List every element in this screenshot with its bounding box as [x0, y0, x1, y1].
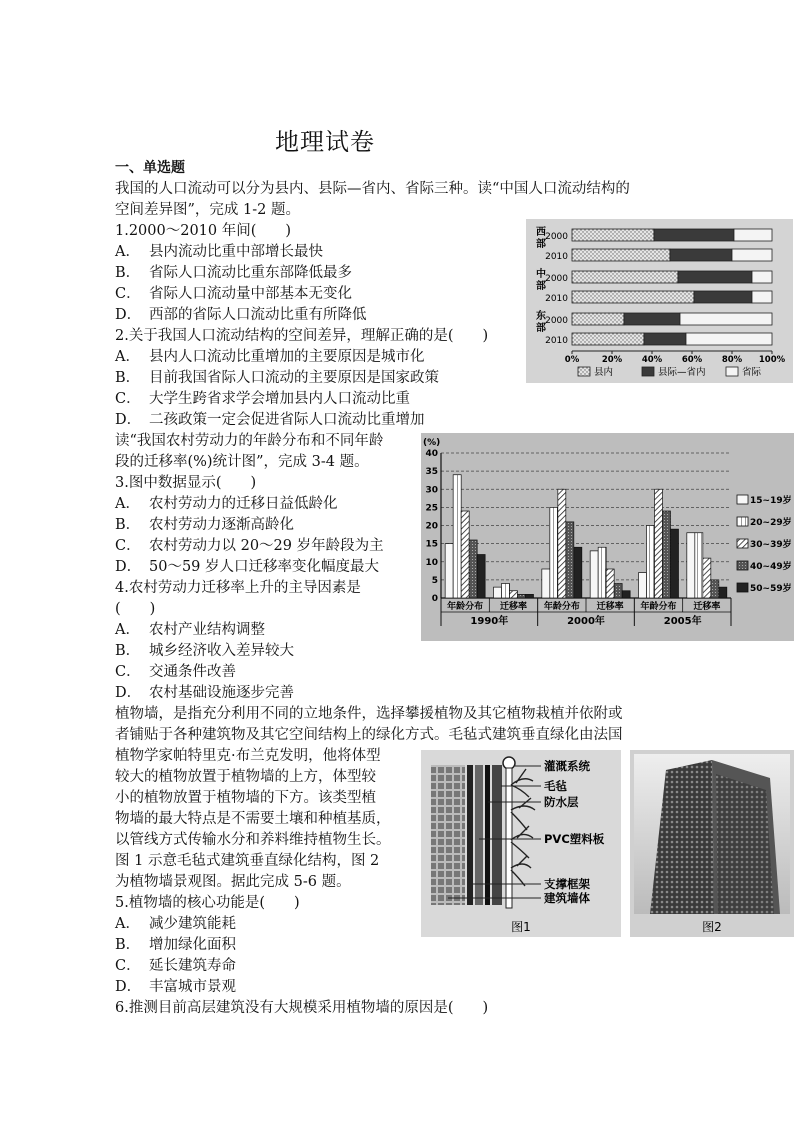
irrigation-pipe: [503, 757, 515, 769]
option-c: C． 农村劳动力以 20～29 岁年龄段为主: [115, 538, 384, 554]
chart1-bar-segment: [644, 333, 686, 345]
chart1-tick-label: 80%: [721, 355, 743, 365]
chart2-legend-label: 30~39岁: [750, 540, 792, 550]
option-d: D． 二孩政策一定会促进省际人口流动比重增加: [115, 412, 425, 428]
chart1-legend-swatch: [578, 367, 590, 376]
option-a: A． 农村劳动力的迁移日益低龄化: [115, 496, 338, 512]
chart2-y-unit: (%): [423, 438, 441, 448]
wall-structure-diagram: [421, 750, 621, 937]
page-title: 地理试卷: [275, 128, 375, 156]
option-b: B． 省际人口流动比重东部降低最多: [115, 265, 352, 281]
intro-line: 空间差异图”，完成 1-2 题。: [115, 202, 300, 218]
chart1-tick-label: 40%: [641, 355, 663, 365]
chart2-subgroup-label: 迁移率: [596, 602, 624, 612]
chart2-subgroup-label: 年龄分布: [543, 602, 580, 612]
chart1-year-label: 2010: [545, 294, 568, 304]
chart1-bar-segment: [654, 229, 734, 241]
chart2-bar: [687, 533, 695, 598]
chart2-bar: [622, 591, 630, 598]
chart1-tick-label: 60%: [681, 355, 703, 365]
option-c: C． 延长建筑寿命: [115, 958, 236, 974]
figure-caption: 图1: [511, 920, 531, 934]
chart2-bar: [598, 547, 606, 598]
figure-caption: 图2: [702, 920, 722, 934]
chart1-bar-segment: [624, 313, 680, 325]
chart1-tick-label: 100%: [758, 355, 786, 365]
question-stem: 5.植物墙的核心功能是( ): [115, 895, 300, 911]
chart2-year-label: 2000年: [567, 616, 605, 627]
chart1-bar-segment: [572, 271, 678, 283]
option-c: C． 省际人口流动量中部基本无变化: [115, 286, 352, 302]
intro-line: 以管线方式传输水分和养料维持植物生长。: [115, 832, 391, 848]
figure1-label: 毛毡: [544, 779, 567, 793]
option-a: A． 县内流动比重中部增长最快: [115, 244, 323, 260]
chart1-group-label: 东: [536, 311, 546, 322]
chart1-legend-swatch: [726, 367, 738, 376]
chart2-bar: [703, 558, 711, 598]
chart1-legend-label: 县际—省内: [658, 367, 706, 378]
intro-line: 读“我国农村劳动力的年龄分布和不同年龄: [115, 433, 384, 449]
chart1-bar-segment: [572, 291, 694, 303]
chart2-bar: [558, 489, 566, 598]
chart2-legend-swatch: [737, 561, 748, 570]
chart1-bar-segment: [734, 229, 772, 241]
chart1-bar-segment: [752, 271, 772, 283]
chart1-bar-segment: [686, 333, 772, 345]
chart2-bar: [711, 580, 719, 598]
intro-line: 小的植物放置于植物墙的下方。该类型植: [115, 790, 376, 806]
chart2-subgroup-label: 年龄分布: [447, 602, 484, 612]
chart1-legend-label: 省际: [742, 367, 762, 378]
chart2-bar: [550, 507, 558, 598]
figure1-label: 防水层: [544, 795, 579, 809]
chart2-bar: [663, 511, 671, 598]
chart1-bar-segment: [678, 271, 752, 283]
chart1-group-label: 部: [536, 239, 546, 250]
intro-line: 植物学家帕特里克·布兰克发明，他将体型: [115, 748, 381, 764]
figure1-label: PVC塑料板: [544, 832, 605, 846]
chart1-tick-label: 0%: [564, 355, 580, 365]
chart2-bar: [494, 587, 502, 598]
population-flow-chart: [526, 219, 793, 383]
question-stem: 2.关于我国人口流动结构的空间差异，理解正确的是( ): [115, 328, 489, 344]
chart1-group-label: 西: [536, 227, 546, 238]
chart2-bar: [518, 594, 526, 598]
intro-line: 为植物墙景观图。据此完成 5-6 题。: [115, 874, 351, 890]
chart1-year-label: 2000: [545, 232, 568, 242]
chart2-bar: [647, 526, 655, 599]
intro-line: 我国的人口流动可以分为县内、县际—省内、省际三种。读“中国人口流动结构的: [115, 181, 630, 197]
chart1-bar-segment: [670, 249, 732, 261]
chart2-legend-label: 20~29岁: [750, 518, 792, 528]
chart2-tick-label: 15: [425, 539, 438, 550]
chart2-tick-label: 30: [425, 485, 438, 496]
chart1-legend-swatch: [642, 367, 654, 376]
chart1-bar-segment: [752, 291, 772, 303]
chart2-tick-label: 35: [425, 467, 438, 478]
chart2-bar: [526, 594, 534, 598]
option-b: B． 农村劳动力逐渐高龄化: [115, 517, 294, 533]
chart2-bar: [574, 547, 582, 598]
chart2-bar: [542, 569, 550, 598]
chart2-bar: [453, 475, 461, 598]
option-b: B． 目前我国省际人口流动的主要原因是国家政策: [115, 370, 439, 386]
chart2-legend-label: 15~19岁: [750, 496, 792, 506]
chart1-bar-segment: [572, 249, 670, 261]
figure1-label: 支撑框架: [544, 877, 590, 891]
irrigation-column: [506, 768, 512, 908]
option-d: D． 50～59 岁人口迁移率变化幅度最大: [115, 559, 380, 575]
chart2-bar: [469, 540, 477, 598]
chart2-year-label: 1990年: [470, 616, 509, 627]
option-b: B． 城乡经济收入差异较大: [115, 643, 294, 659]
chart2-bar: [590, 551, 598, 598]
chart2-bar: [639, 573, 647, 598]
chart2-legend-swatch: [737, 517, 748, 526]
option-a: A． 减少建筑能耗: [115, 916, 236, 932]
option-b: B． 增加绿化面积: [115, 937, 236, 953]
question-stem: 1.2000～2010 年间( ): [115, 223, 292, 239]
chart2-tick-label: 40: [425, 449, 438, 459]
intro-line: 图 1 示意毛毡式建筑垂直绿化结构，图 2: [115, 853, 380, 869]
chart1-bar-segment: [572, 333, 644, 345]
chart2-tick-label: 20: [425, 521, 438, 532]
chart2-bar: [606, 569, 614, 598]
intro-line: 段的迁移率(%)统计图”，完成 3-4 题。: [115, 454, 369, 470]
figure1-label: 灌溉系统: [544, 759, 590, 773]
chart2-subgroup-label: 迁移率: [499, 602, 528, 612]
option-a: A． 县内人口流动比重增加的主要原因是城市化: [115, 349, 425, 365]
option-c: C． 大学生跨省求学会增加县内人口流动比重: [115, 391, 410, 407]
building-wall: [431, 765, 465, 905]
chart1-bar-segment: [680, 313, 772, 325]
chart2-bar: [461, 511, 469, 598]
chart2-bar: [566, 522, 574, 598]
intro-line: 较大的植物放置于植物墙的上方，体型较: [115, 769, 376, 785]
chart1-bar-segment: [732, 249, 772, 261]
chart2-bar: [614, 584, 622, 599]
chart2-subgroup-label: 年龄分布: [640, 602, 677, 612]
chart1-year-label: 2010: [545, 336, 568, 346]
question-stem: ( ): [115, 601, 156, 617]
chart2-tick-label: 5: [431, 575, 438, 586]
intro-line: 植物墙，是指充分利用不同的立地条件，选择攀援植物及其它植物栽植并依附或: [115, 706, 623, 722]
option-d: D． 丰富城市景观: [115, 979, 236, 995]
chart2-year-label: 2005年: [663, 616, 702, 627]
chart2-legend-swatch: [737, 583, 748, 592]
chart1-year-label: 2000: [545, 274, 568, 284]
question-stem: 6.推测目前高层建筑没有大规模采用植物墙的原因是( ): [115, 1000, 489, 1016]
intro-line: 物墙的最大特点是不需要土壤和种植基质，: [115, 811, 391, 827]
option-c: C． 交通条件改善: [115, 664, 236, 680]
chart1-group-label: 部: [536, 323, 546, 334]
chart2-bar: [502, 584, 510, 599]
intro-line: 者铺贴于各种建筑物及其它空间结构上的绿化方式。毛毡式建筑垂直绿化由法国: [115, 727, 623, 743]
chart2-legend-label: 40~49岁: [750, 562, 792, 572]
chart2-legend-swatch: [737, 495, 748, 504]
chart1-bar-segment: [572, 313, 624, 325]
question-stem: 4.农村劳动力迁移率上升的主导因素是: [115, 580, 361, 596]
chart2-subgroup-label: 迁移率: [693, 602, 721, 612]
chart2-bar: [510, 591, 518, 598]
chart2-bar: [477, 555, 485, 599]
figure1-label: 建筑墙体: [544, 891, 590, 905]
chart1-group-label: 中: [536, 269, 546, 280]
chart2-bar: [671, 529, 679, 598]
chart1-year-label: 2000: [545, 316, 568, 326]
rural-labor-chart: [421, 433, 794, 641]
plant-wall-photo: [630, 750, 794, 937]
option-a: A． 农村产业结构调整: [115, 622, 265, 638]
option-d: D． 农村基础设施逐步完善: [115, 685, 294, 701]
chart2-tick-label: 25: [425, 503, 438, 514]
chart1-legend-label: 县内: [594, 367, 614, 378]
chart1-group-label: 部: [536, 281, 546, 292]
chart1-bar-segment: [694, 291, 752, 303]
chart2-bar: [445, 544, 453, 598]
vertical-garden: [716, 774, 774, 914]
chart1-year-label: 2010: [545, 252, 568, 262]
chart2-bar: [655, 489, 663, 598]
question-stem: 3.图中数据显示( ): [115, 475, 257, 491]
chart1-bar-segment: [572, 229, 654, 241]
chart2-bar: [719, 587, 727, 598]
chart2-legend-swatch: [737, 539, 748, 548]
section-heading: 一、单选题: [115, 160, 185, 176]
chart2-bar: [695, 533, 703, 598]
chart2-tick-label: 0: [431, 594, 438, 604]
option-d: D． 西部的省际人口流动比重有所降低: [115, 307, 367, 323]
chart1-tick-label: 20%: [601, 355, 623, 365]
chart2-tick-label: 10: [425, 557, 438, 568]
chart2-legend-label: 50~59岁: [750, 584, 792, 594]
